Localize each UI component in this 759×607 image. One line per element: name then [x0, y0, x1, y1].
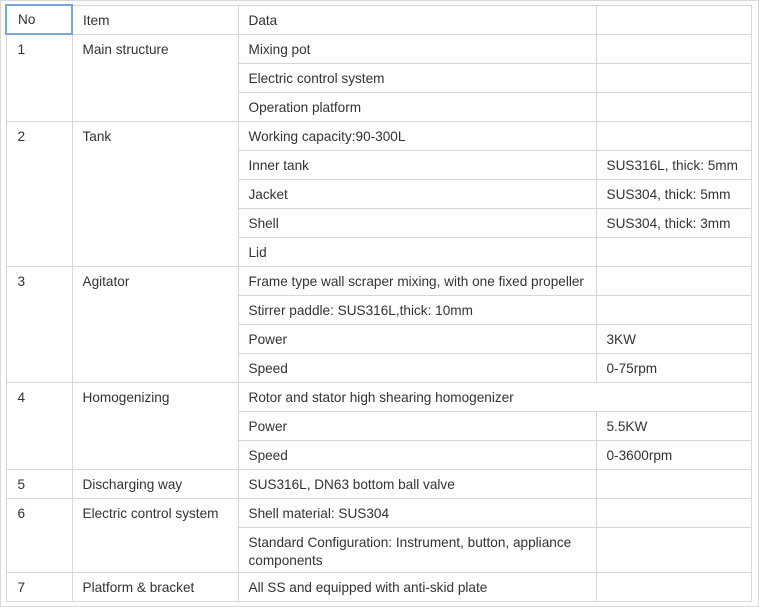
table-row [6, 121, 751, 150]
spec-cell [596, 572, 751, 601]
spec-cell [596, 498, 751, 527]
item-name: Agitator [72, 266, 238, 382]
table-row [6, 498, 751, 527]
data-cell: Electric control system [238, 63, 596, 92]
spec-cell [596, 92, 751, 121]
data-cell: Power [238, 411, 596, 440]
spec-cell: SUS304, thick: 5mm [596, 179, 751, 208]
data-cell: Shell [238, 208, 596, 237]
header-row [6, 5, 751, 34]
header-spec [596, 5, 751, 34]
data-cell: Lid [238, 237, 596, 266]
data-cell: Stirrer paddle: SUS316L,thick: 10mm [238, 295, 596, 324]
data-cell: All SS and equipped with anti-skid plate [238, 572, 596, 601]
row-number: 6 [6, 498, 72, 572]
data-cell: Mixing pot [238, 34, 596, 63]
spec-cell: SUS304, thick: 3mm [596, 208, 751, 237]
spec-table [5, 4, 752, 602]
spec-cell [596, 63, 751, 92]
data-cell: Frame type wall scraper mixing, with one fixed propeller [238, 266, 596, 295]
spec-cell: SUS316L, thick: 5mm [596, 150, 751, 179]
header-item: Item [72, 5, 238, 34]
row-number: 7 [6, 572, 72, 601]
spec-cell [596, 34, 751, 63]
spec-cell: 5.5KW [596, 411, 751, 440]
data-cell: Working capacity:90-300L [238, 121, 596, 150]
spec-cell [596, 469, 751, 498]
data-cell: Power [238, 324, 596, 353]
item-name: Electric control system [72, 498, 238, 572]
item-name: Main structure [72, 34, 238, 121]
spec-cell [596, 266, 751, 295]
data-cell: Speed [238, 353, 596, 382]
item-name: Platform & bracket [72, 572, 238, 601]
table-row [6, 469, 751, 498]
row-number: 3 [6, 266, 72, 382]
data-cell: SUS316L, DN63 bottom ball valve [238, 469, 596, 498]
data-cell: Jacket [238, 179, 596, 208]
table-row [6, 34, 751, 63]
data-cell: Inner tank [238, 150, 596, 179]
data-cell: Shell material: SUS304 [238, 498, 596, 527]
table-row [6, 572, 751, 601]
item-name: Discharging way [72, 469, 238, 498]
table-row [6, 266, 751, 295]
item-name: Tank [72, 121, 238, 266]
spec-cell: 0-75rpm [596, 353, 751, 382]
spec-cell [596, 295, 751, 324]
data-cell: Rotor and stator high shearing homogenizer [238, 382, 751, 411]
spec-cell: 0-3600rpm [596, 440, 751, 469]
spec-cell [596, 121, 751, 150]
row-number: 1 [6, 34, 72, 121]
spec-cell: 3KW [596, 324, 751, 353]
row-number: 4 [6, 382, 72, 469]
spec-table-body [6, 5, 751, 601]
table-row [6, 382, 751, 411]
item-name: Homogenizing [72, 382, 238, 469]
data-cell: Standard Configuration: Instrument, button, appliance components [238, 527, 596, 572]
spec-cell [596, 527, 751, 572]
row-number: 2 [6, 121, 72, 266]
spec-cell [596, 237, 751, 266]
header-data: Data [238, 5, 596, 34]
header-no[interactable]: No [6, 5, 72, 34]
data-cell: Operation platform [238, 92, 596, 121]
data-cell: Speed [238, 440, 596, 469]
row-number: 5 [6, 469, 72, 498]
